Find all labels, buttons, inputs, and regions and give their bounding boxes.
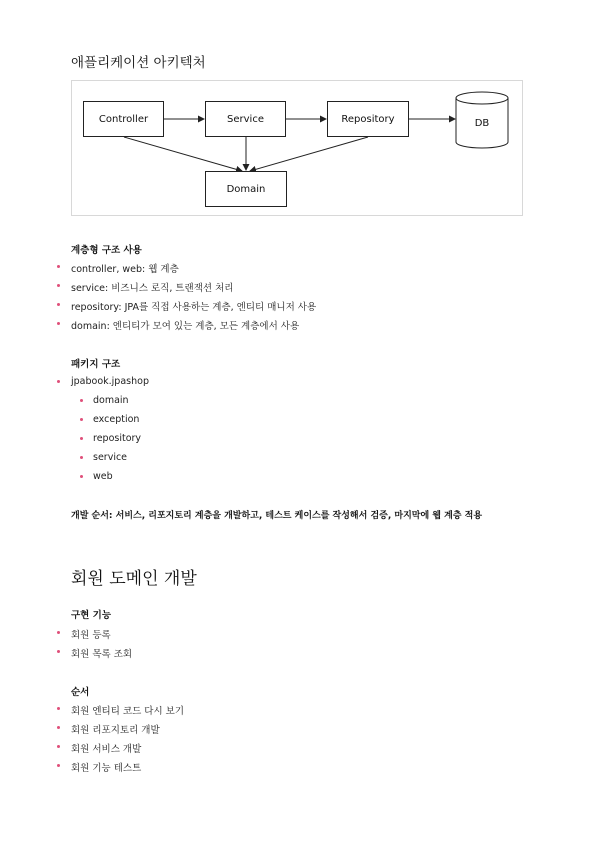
box-service: Service	[205, 101, 286, 137]
list-item: 회원 등록	[71, 630, 111, 641]
features-heading: 구현 기능	[71, 610, 112, 621]
bullet-icon	[80, 456, 83, 459]
box-repository: Repository	[327, 101, 409, 137]
bullet-icon	[57, 380, 60, 383]
bullet-icon	[57, 764, 60, 767]
bullet-icon	[57, 284, 60, 287]
bullet-icon	[57, 707, 60, 710]
order-heading: 순서	[71, 687, 90, 698]
list-item: 회원 목록 조회	[71, 649, 133, 660]
package-item: exception	[93, 414, 140, 425]
bullet-icon	[57, 745, 60, 748]
arrow-repository-domain	[250, 137, 368, 171]
bullet-icon	[57, 650, 60, 653]
bullet-icon	[57, 322, 60, 325]
layers-heading: 계층형 구조 사용	[71, 245, 142, 256]
bullet-icon	[57, 265, 60, 268]
list-item: 회원 엔티티 코드 다시 보기	[71, 706, 185, 717]
bullet-icon	[80, 475, 83, 478]
bullet-icon	[57, 631, 60, 634]
bullet-icon	[57, 303, 60, 306]
box-domain: Domain	[205, 171, 287, 207]
list-item: service: 비즈니스 로직, 트랜잭션 처리	[71, 283, 234, 294]
package-item: service	[93, 452, 128, 463]
section-title-architecture: 애플리케이션 아키텍처	[71, 55, 206, 71]
bullet-icon	[80, 437, 83, 440]
db-label: DB	[474, 117, 490, 129]
list-item: domain: 엔티티가 모여 있는 계층, 모든 계층에서 사용	[71, 321, 300, 332]
packages-heading: 패키지 구조	[71, 359, 121, 370]
architecture-diagram	[71, 80, 523, 216]
section-title-member-domain: 회원 도메인 개발	[71, 569, 197, 589]
bullet-icon	[80, 399, 83, 402]
dev-order-note: 개발 순서: 서비스, 리포지토리 계층을 개발하고, 테스트 케이스를 작성해서 검증, 마지막에 웹 계층 적용	[71, 511, 483, 521]
arrow-controller-domain	[124, 137, 242, 171]
package-root: jpabook.jpashop	[71, 376, 149, 387]
list-item: repository: JPA를 직접 사용하는 계층, 엔티티 매니저 사용	[71, 302, 317, 313]
box-controller: Controller	[83, 101, 164, 137]
package-item: domain	[93, 395, 129, 406]
list-item: controller, web: 웹 계층	[71, 264, 179, 275]
bullet-icon	[80, 418, 83, 421]
list-item: 회원 기능 테스트	[71, 763, 142, 774]
bullet-icon	[57, 726, 60, 729]
list-item: 회원 서비스 개발	[71, 744, 142, 755]
list-item: 회원 리포지토리 개발	[71, 725, 160, 736]
package-item: web	[93, 471, 113, 482]
package-item: repository	[93, 433, 142, 444]
